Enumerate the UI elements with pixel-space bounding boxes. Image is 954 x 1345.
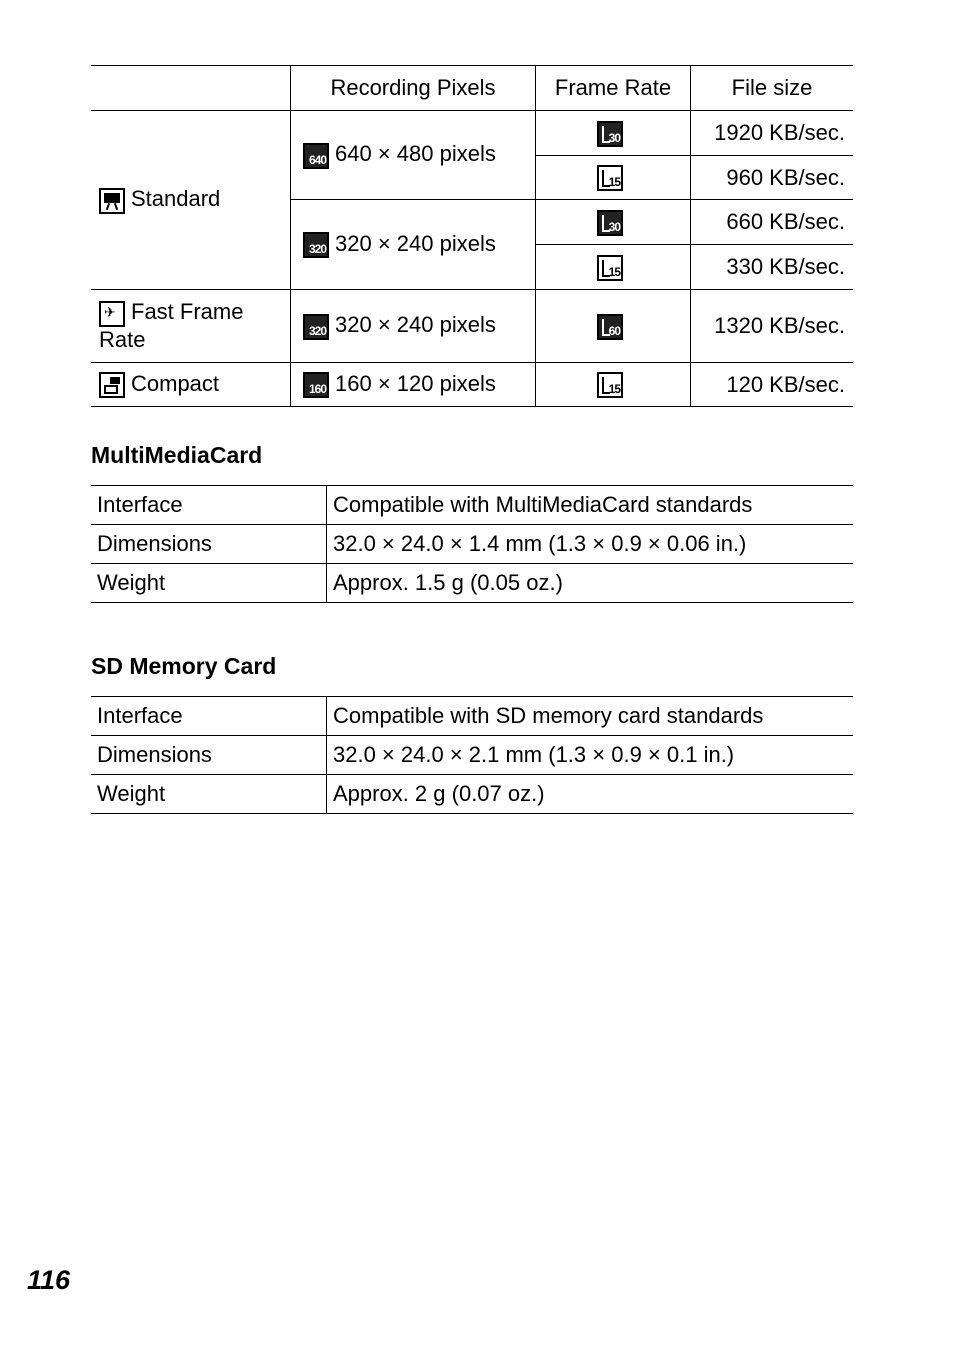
resolution-cell — [291, 290, 536, 363]
resolution-640-icon: 640 — [303, 143, 329, 169]
frame-rate-15-icon: 15 — [597, 165, 623, 191]
sd-card-heading: SD Memory Card — [91, 653, 277, 679]
resolution-label: 640 × 480 pixels — [335, 141, 496, 167]
file-size-cell: 120 KB/sec. — [691, 363, 854, 407]
movie-compact-icon — [99, 372, 125, 398]
header-recording-pixels: Recording Pixels — [291, 66, 536, 111]
table-row — [91, 111, 853, 156]
mode-label: Standard — [131, 186, 221, 212]
frame-rate-cell — [536, 156, 691, 200]
resolution-label: 320 × 240 pixels — [335, 230, 496, 256]
resolution-label: 160 × 120 pixels — [335, 370, 496, 396]
resolution-cell — [291, 363, 536, 407]
page-number: 116 — [27, 1265, 71, 1295]
header-frame-rate: Frame Rate — [536, 66, 691, 111]
table-row — [91, 363, 853, 407]
mode-label: Compact — [131, 370, 220, 396]
resolution-320-icon: 320 — [303, 314, 329, 340]
table-row — [91, 564, 853, 603]
header-cell-empty — [91, 66, 291, 111]
frame-rate-cell — [536, 111, 691, 156]
frame-rate-30-icon: 30 — [597, 121, 623, 147]
table-row — [91, 290, 853, 363]
frame-rate-30-icon: 30 — [597, 210, 623, 236]
sd-card-spec-table — [91, 696, 853, 814]
frame-rate-cell — [536, 290, 691, 363]
spec-label: Interface — [91, 486, 327, 525]
movie-standard-icon — [99, 188, 125, 214]
spec-value: Approx. 1.5 g (0.05 oz.) — [327, 564, 854, 603]
movie-fast-frame-rate-icon: ✈ — [99, 301, 125, 327]
mode-cell-compact — [91, 363, 291, 407]
file-size-cell: 330 KB/sec. — [691, 245, 854, 290]
spec-label: Dimensions — [91, 736, 327, 775]
file-size-cell: 1920 KB/sec. — [691, 111, 854, 156]
movie-spec-table — [91, 65, 853, 407]
mode-cell-standard — [91, 111, 291, 290]
table-row — [91, 697, 853, 736]
multimediacard-spec-table — [91, 485, 853, 603]
header-file-size: File size — [691, 66, 854, 111]
spec-value: 32.0 × 24.0 × 1.4 mm (1.3 × 0.9 × 0.06 in.) — [327, 525, 854, 564]
table-row — [91, 486, 853, 525]
resolution-cell — [291, 111, 536, 200]
table-header-row — [91, 66, 853, 111]
spec-label: Interface — [91, 697, 327, 736]
spec-value: 32.0 × 24.0 × 2.1 mm (1.3 × 0.9 × 0.1 in.) — [327, 736, 854, 775]
spec-value: Compatible with SD memory card standards — [327, 697, 854, 736]
file-size-cell: 660 KB/sec. — [691, 200, 854, 245]
frame-rate-60-icon: 60 — [597, 314, 623, 340]
file-size-cell: 1320 KB/sec. — [691, 290, 854, 363]
resolution-160-icon: 160 — [303, 372, 329, 398]
mode-cell-fast-frame-rate — [91, 290, 291, 363]
frame-rate-15-icon: 15 — [597, 255, 623, 281]
frame-rate-cell — [536, 245, 691, 290]
frame-rate-cell — [536, 200, 691, 245]
table-row — [91, 525, 853, 564]
mode-label: Fast Frame Rate — [99, 299, 244, 352]
table-row — [91, 736, 853, 775]
frame-rate-15-icon: 15 — [597, 372, 623, 398]
multimediacard-heading: MultiMediaCard — [91, 442, 263, 468]
resolution-320-icon: 320 — [303, 232, 329, 258]
file-size-cell: 960 KB/sec. — [691, 156, 854, 200]
spec-label: Dimensions — [91, 525, 327, 564]
resolution-label: 320 × 240 pixels — [335, 312, 496, 338]
table-row — [91, 775, 853, 814]
spec-label: Weight — [91, 775, 327, 814]
spec-value: Approx. 2 g (0.07 oz.) — [327, 775, 854, 814]
spec-value: Compatible with MultiMediaCard standards — [327, 486, 854, 525]
resolution-cell — [291, 200, 536, 290]
frame-rate-cell — [536, 363, 691, 407]
spec-label: Weight — [91, 564, 327, 603]
